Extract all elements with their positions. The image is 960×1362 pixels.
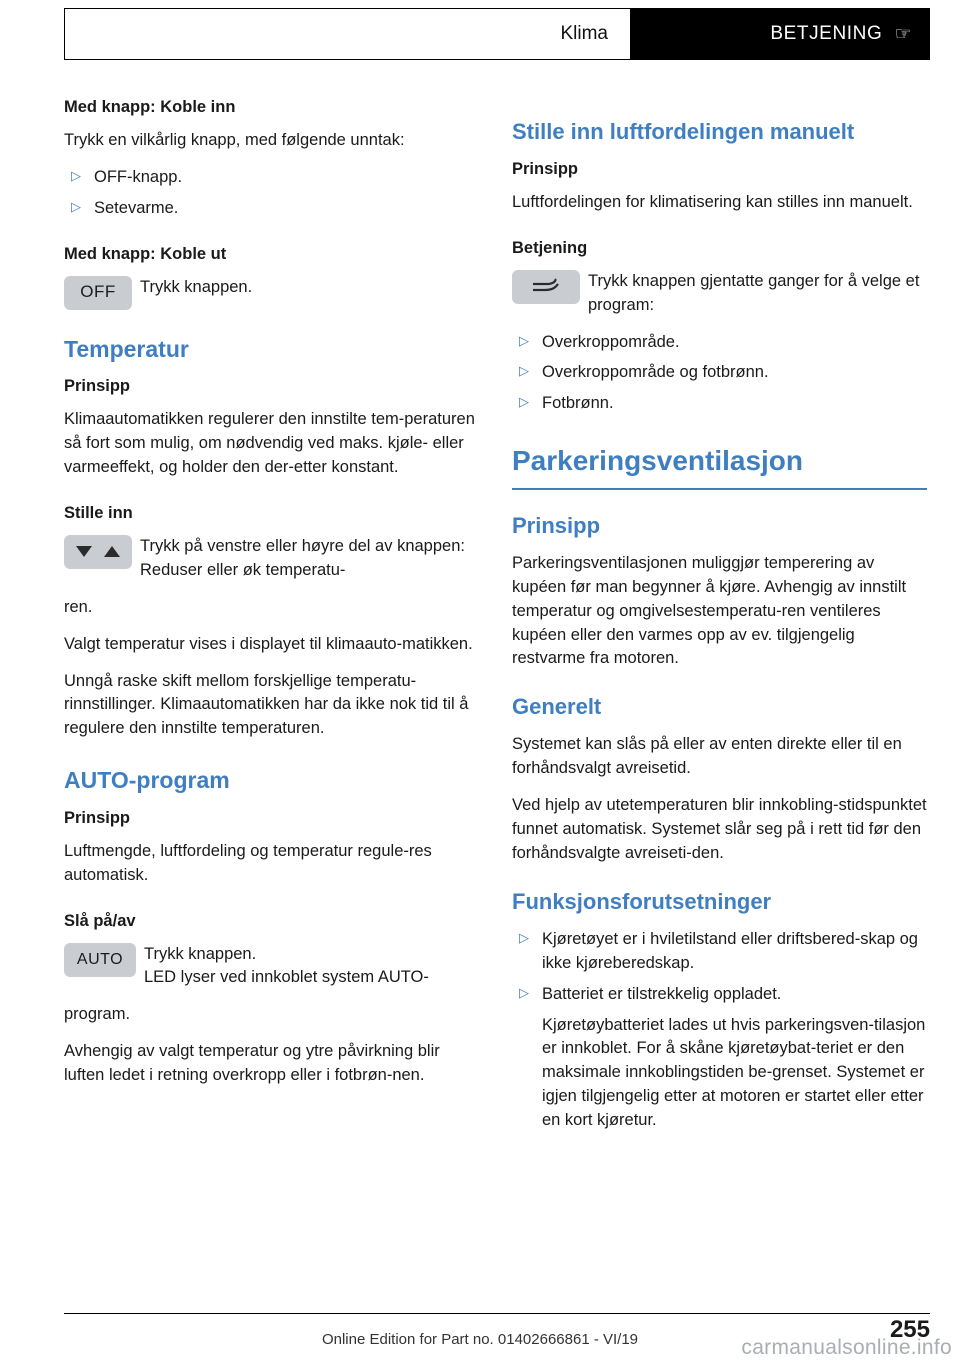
air-distribution-icon [512, 270, 580, 304]
header-chapter-label: Klima [64, 8, 630, 60]
list-item: ▷ Batteriet er tilstrekkelig oppladet. [512, 983, 927, 1007]
temperature-button-description-cont: ren. [64, 597, 93, 616]
text-temperatur-unngaa: Unngå raske skift mellom forskjellige temperatu-rinnstillinger. Klimaautomatikken har da ikke nok tid til å regulere den innstilte temperaturen. [64, 671, 469, 738]
heading-auto-program: AUTO-program [64, 767, 230, 794]
temperature-rocker-button-graphic [64, 535, 132, 569]
list-item: ▷ Overkroppområde. [512, 331, 927, 355]
temperature-button-row [64, 535, 479, 583]
list-item: ▷ Overkroppområde og fotbrønn. [512, 361, 927, 385]
triangle-down-icon [76, 546, 92, 557]
auto-button-row [64, 943, 479, 991]
label-temperatur-stille-inn: Stille inn [64, 503, 133, 522]
label-auto-prinsipp: Prinsipp [64, 808, 131, 827]
air-distribution-glyph [529, 277, 563, 297]
list-funksjonsforutsetninger [512, 928, 927, 1133]
footer-divider [64, 1313, 930, 1314]
list-item: ▷ Setevarme. [64, 197, 479, 221]
heading-park-prinsipp: Prinsipp [512, 512, 601, 538]
online-edition-note: Online Edition for Part no. 01402666861 - VI/19 [321, 1331, 639, 1348]
heading-med-knapp-koble-ut: Med knapp: Koble ut [64, 244, 227, 263]
list-item-note: Kjøretøybatteriet lades ut hvis parkeringsven-tilasjon er innkoblet. For å skåne kjøretøybat-teriet er den maksimale innkoblingstiden be-grenset. Systemet er igjen tilgjengelig etter at motoren er startet eller etter en kort kjøretur. [542, 1015, 926, 1130]
air-distribution-button-row [512, 270, 927, 318]
off-button-description: Trykk knappen. [140, 277, 253, 296]
heading-med-knapp-koble-inn: Med knapp: Koble inn [64, 98, 236, 116]
header-section-tab [630, 8, 930, 60]
header-section-label: BETJENING [770, 23, 883, 44]
text-temperatur-prinsipp: Klimaautomatikken regulerer den innstilte tem-peraturen så fort som mulig, om nødvendig ved maks. kjøle- eller varmeeffekt, og holder den der-etter konstant. [64, 410, 475, 476]
left-column [64, 96, 479, 1101]
label-lufford-prinsipp: Prinsipp [512, 159, 579, 178]
list-item: ▷ OFF-knapp. [64, 166, 479, 190]
label-lufford-betjening: Betjening [512, 238, 588, 257]
heading-temperatur: Temperatur [64, 335, 189, 362]
hand-pointer-icon: ☜ [894, 23, 912, 45]
text-koble-inn-intro: Trykk en vilkårlig knapp, med følgende unntak: [64, 130, 405, 149]
text-generelt-1: Systemet kan slås på eller av enten direkte eller til en forhåndsvalgt avreisetid. [512, 735, 902, 778]
watermark: carmanualsonline.info [741, 1336, 952, 1359]
auto-button-description-line1: Trykk knappen. [144, 944, 257, 963]
heading-generelt: Generelt [512, 694, 602, 720]
text-auto-prinsipp: Luftmengde, luftfordeling og temperatur regule-res automatisk. [64, 841, 432, 884]
list-koble-inn-unntak [64, 166, 479, 221]
auto-button-description-line2: LED lyser ved innkoblet system AUTO- [144, 968, 429, 987]
text-temperatur-display: Valgt temperatur vises i displayet til klimaauto-matikken. [64, 634, 473, 653]
label-auto-slaa-paa-av: Slå på/av [64, 911, 136, 930]
text-generelt-2: Ved hjelp av utetemperaturen blir innkobling-stidspunktet funnet automatisk. Systemet slår seg på i rett tid før den forhåndsvalgte avreiseti-den. [512, 796, 927, 862]
off-button-graphic: OFF [64, 276, 132, 310]
list-luftfordeling-programmer [512, 331, 927, 417]
text-auto-avhengig: Avhengig av valgt temperatur og ytre påvirkning blir luften ledet i retning overkropp eller i fotbrøn-nen. [64, 1042, 440, 1085]
auto-button-description-cont: program. [64, 1005, 131, 1024]
right-column [512, 96, 927, 1146]
label-temperatur-prinsipp: Prinsipp [64, 377, 131, 396]
text-park-prinsipp: Parkeringsventilasjonen muliggjør temperering av kupéen før man begynner å kjøre. Avhengig av innstilt temperatur og omgivelsestemperatu-ren ventileres kupéen eller den varmes opp av ev. tilgjengelig restvarme fra motoren. [512, 553, 907, 668]
triangle-up-icon [104, 546, 120, 557]
heading-parkeringsventilasjon: Parkeringsventilasjon [512, 444, 927, 490]
air-distribution-description: Trykk knappen gjentatte ganger for å velge et program: [588, 271, 920, 314]
heading-stille-inn-luftfordelingen: Stille inn luftfordelingen manuelt [512, 119, 855, 144]
heading-funksjonsforutsetninger: Funksjonsforutsetninger [512, 888, 772, 914]
page-number: 255 [889, 1316, 930, 1343]
auto-button-graphic: AUTO [64, 943, 136, 977]
auto-button-description [144, 943, 479, 991]
temperature-button-description: Trykk på venstre eller høyre del av knappen: Reduser eller øk temperatu- [140, 536, 465, 579]
list-item: ▷ Fotbrønn. [512, 392, 927, 416]
off-button-row [64, 276, 479, 310]
list-item: ▷ Kjøretøyet er i hviletilstand eller driftsbered-skap og ikke kjøreberedskap. [512, 928, 927, 976]
page-header [64, 8, 930, 60]
text-lufford-prinsipp: Luftfordelingen for klimatisering kan stilles inn manuelt. [512, 192, 913, 211]
